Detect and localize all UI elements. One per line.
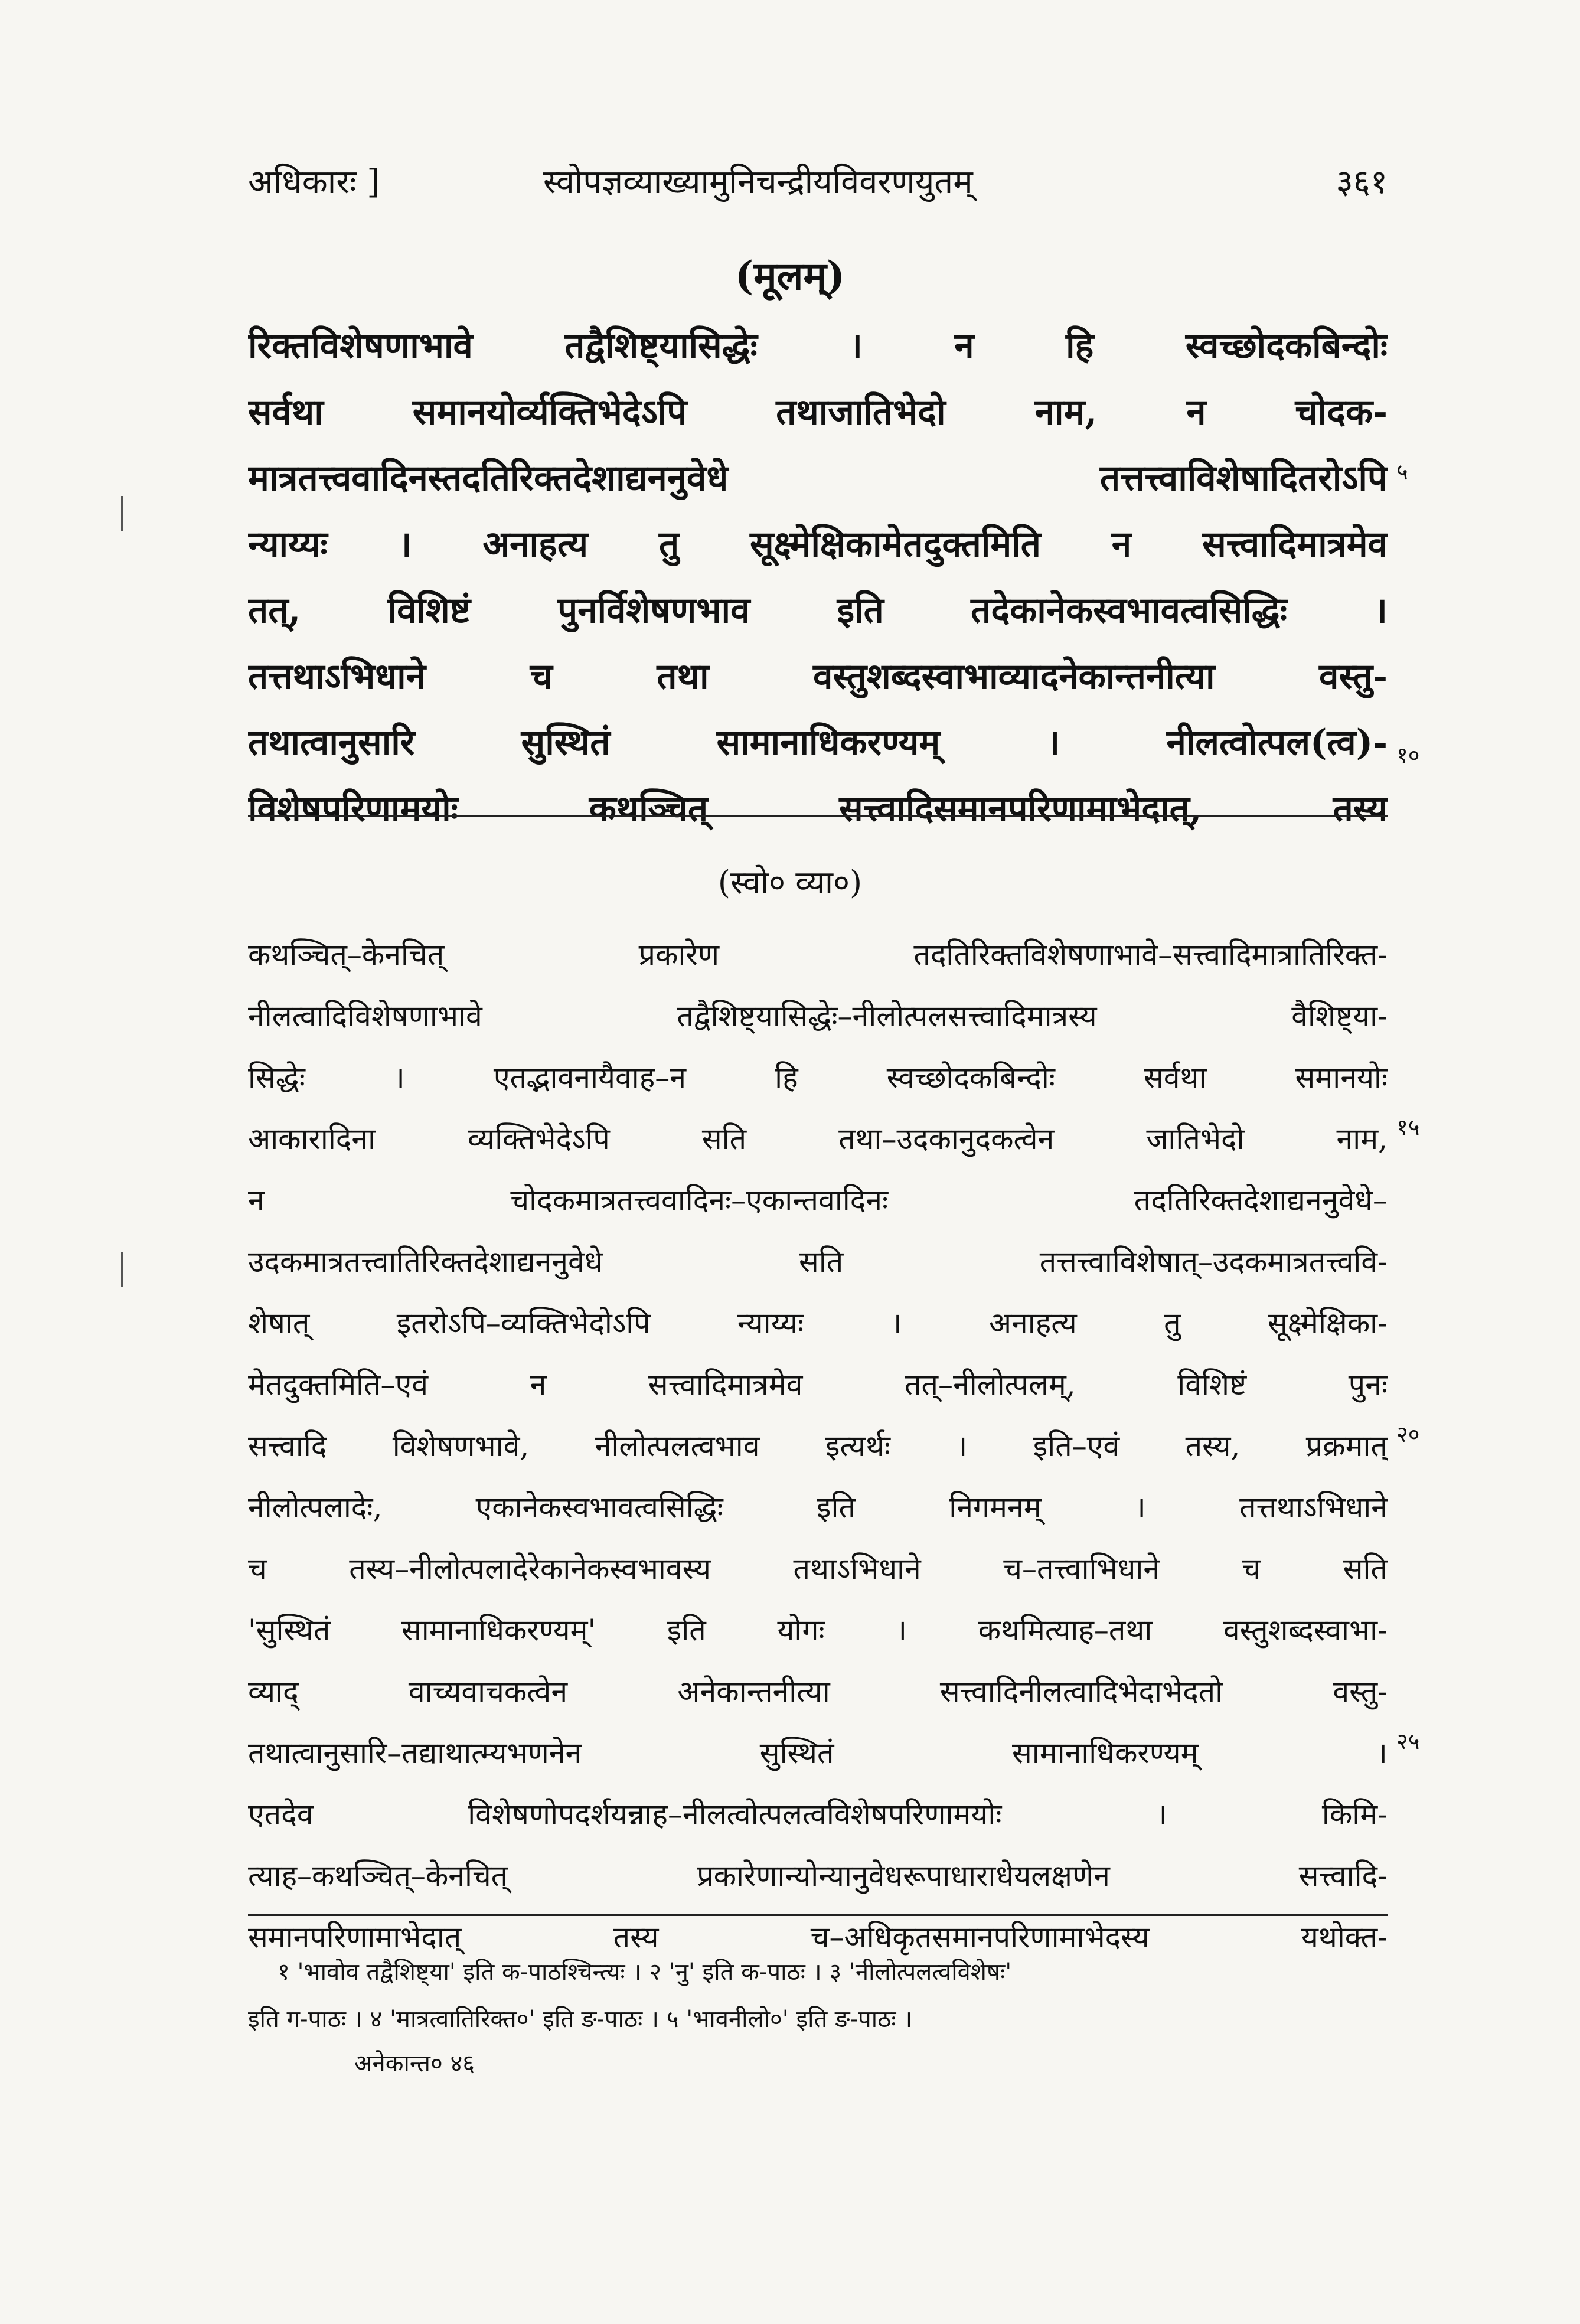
margin-line-number: ५ (1396, 459, 1408, 485)
footnote-line: १ 'भावोव तद्वैशिष्ट्या' इति क-पाठश्चिन्त्यः । २ 'नु' इति क-पाठः । ३ 'नीलोत्पलत्वविशेषः' (278, 1959, 1012, 1986)
footnote-line: इति ग-पाठः । ४ 'मात्रत्वातिरिक्त०' इति ङ-पाठः । ५ 'भावनीलो०' इति ङ-पाठः । (248, 2006, 913, 2033)
running-head (248, 158, 1388, 211)
scan-artifact (121, 1252, 123, 1287)
margin-line-number: १५ (1396, 1114, 1420, 1140)
commentary-line: व्याद् वाच्यवाचकत्वेन अनेकान्तनीत्या सत्त्वादिनीलत्वादिभेदाभेदतो वस्तु- (248, 1675, 1388, 1709)
commentary-line: उदकमात्रतत्त्वातिरिक्तदेशाद्यननुवेधे सति तत्तत्त्वाविशेषात्–उदकमात्रतत्त्ववि- (248, 1245, 1388, 1279)
section-divider (248, 815, 1388, 817)
mulam-line: सर्वथा समानयोर्व्यक्तिभेदेऽपि तथाजातिभेदो नाम, न चोदक- (248, 391, 1388, 433)
mulam-line: तत्तथाऽभिधाने च तथा वस्तुशब्दस्वाभाव्यादनेकान्तनीत्या वस्तु- (248, 656, 1388, 697)
commentary-line: शेषात् इतरोऽपि–व्यक्तिभेदोऽपि न्याय्यः । अनाहत्य तु सूक्ष्मेक्षिका- (248, 1306, 1388, 1340)
margin-line-number: २५ (1396, 1728, 1420, 1754)
commentary-line: 'सुस्थितं सामानाधिकरण्यम्' इति योगः । कथमित्याह–तथा वस्तुशब्दस्वाभा- (248, 1613, 1388, 1647)
commentary-line: एतदेव विशेषणोपदर्शयन्नाह–नीलत्वोत्पलत्वविशेषपरिणामयोः । किमि- (248, 1797, 1388, 1832)
commentary-line: तथात्वानुसारि–तद्याथात्म्यभणनेन सुस्थितं सामानाधिकरण्यम् । (248, 1736, 1388, 1770)
scan-artifact (121, 496, 123, 531)
signature-mark: अनेकान्त० ४६ (354, 2050, 475, 2077)
commentary-heading: (स्वो० व्या०) (717, 864, 863, 901)
mulam-line: मात्रतत्त्ववादिनस्तदतिरिक्तदेशाद्यननुवेधे तत्तत्त्वाविशेषादितरोऽपि (248, 458, 1388, 499)
mulam-line: रिक्तविशेषणाभावे तद्वैशिष्ट्यासिद्धेः । न हि स्वच्छोदकबिन्दोः (248, 325, 1388, 367)
mulam-heading: (मूलम्) (734, 253, 846, 299)
margin-line-number: १० (1396, 742, 1420, 768)
commentary-line: मेतदुक्तमिति–एवं न सत्त्वादिमात्रमेव तत्–नीलोत्पलम्, विशिष्टं पुनः (248, 1367, 1388, 1402)
page-number: ३६१ (1336, 163, 1388, 201)
commentary-line: नीलत्वादिविशेषणाभावे तद्वैशिष्ट्यासिद्धेः–नीलोत्पलसत्त्वादिमात्रस्य वैशिष्ट्या- (248, 999, 1388, 1033)
commentary-line: समानपरिणामाभेदात् तस्य च–अधिकृतसमानपरिणामाभेदस्य यथोक्त- (248, 1920, 1388, 1954)
commentary-line: च तस्य–नीलोत्पलादेरेकानेकस्वभावस्य तथाऽभिधाने च–तत्त्वाभिधाने च सति (248, 1552, 1388, 1586)
mulam-line: विशेषपरिणामयोः कथञ्चित् सत्त्वादिसमानपरिणामाभेदात्, तस्य (248, 788, 1388, 830)
commentary-line: न चोदकमात्रतत्त्ववादिनः–एकान्तवादिनः तदतिरिक्तदेशाद्यननुवेधे– (248, 1183, 1388, 1218)
commentary-line: आकारादिना व्यक्तिभेदेऽपि सति तथा–उदकानुदकत्वेन जातिभेदो नाम, (248, 1122, 1388, 1156)
commentary-line: सिद्धेः । एतद्भावनायैवाह–न हि स्वच्छोदकबिन्दोः सर्वथा समानयोः (248, 1060, 1388, 1095)
commentary-line: त्याह–कथञ्चित्–केनचित् प्रकारेणान्योन्यानुवेधरूपाधाराधेयलक्षणेन सत्त्वादि- (248, 1859, 1388, 1893)
commentary-line: कथञ्चित्–केनचित् प्रकारेण तदतिरिक्तविशेषणाभावे–सत्त्वादिमात्रातिरिक्त- (248, 938, 1388, 972)
commentary-line: सत्त्वादि विशेषणभावे, नीलोत्पलत्वभाव इत्यर्थः । इति–एवं तस्य, प्रक्रमात् (248, 1429, 1388, 1463)
commentary-line: नीलोत्पलादेः, एकानेकस्वभावत्वसिद्धिः इति निगमनम् । तत्तथाऽभिधाने (248, 1490, 1388, 1525)
running-head-title: स्वोपज्ञव्याख्यामुनिचन्द्रीयविवरणयुतम् (543, 163, 973, 201)
mulam-text (248, 313, 1388, 842)
running-head-chapter: अधिकारः ] (248, 163, 380, 201)
mulam-line: तत्, विशिष्टं पुनर्विशेषणभाव इति तदेकानेकस्वभावत्वसिद्धिः । (248, 590, 1388, 631)
mulam-line: तथात्वानुसारि सुस्थितं सामानाधिकरण्यम् । नीलत्वोत्पल(त्व)- (248, 722, 1388, 763)
footnotes (248, 1948, 1388, 2043)
mulam-line: न्याय्यः । अनाहत्य तु सूक्ष्मेक्षिकामेतदुक्तमिति न सत्त्वादिमात्रमेव (248, 524, 1388, 565)
footnote-divider (248, 1914, 1388, 1916)
commentary-text (248, 924, 1388, 1968)
margin-line-number: २० (1396, 1421, 1420, 1447)
